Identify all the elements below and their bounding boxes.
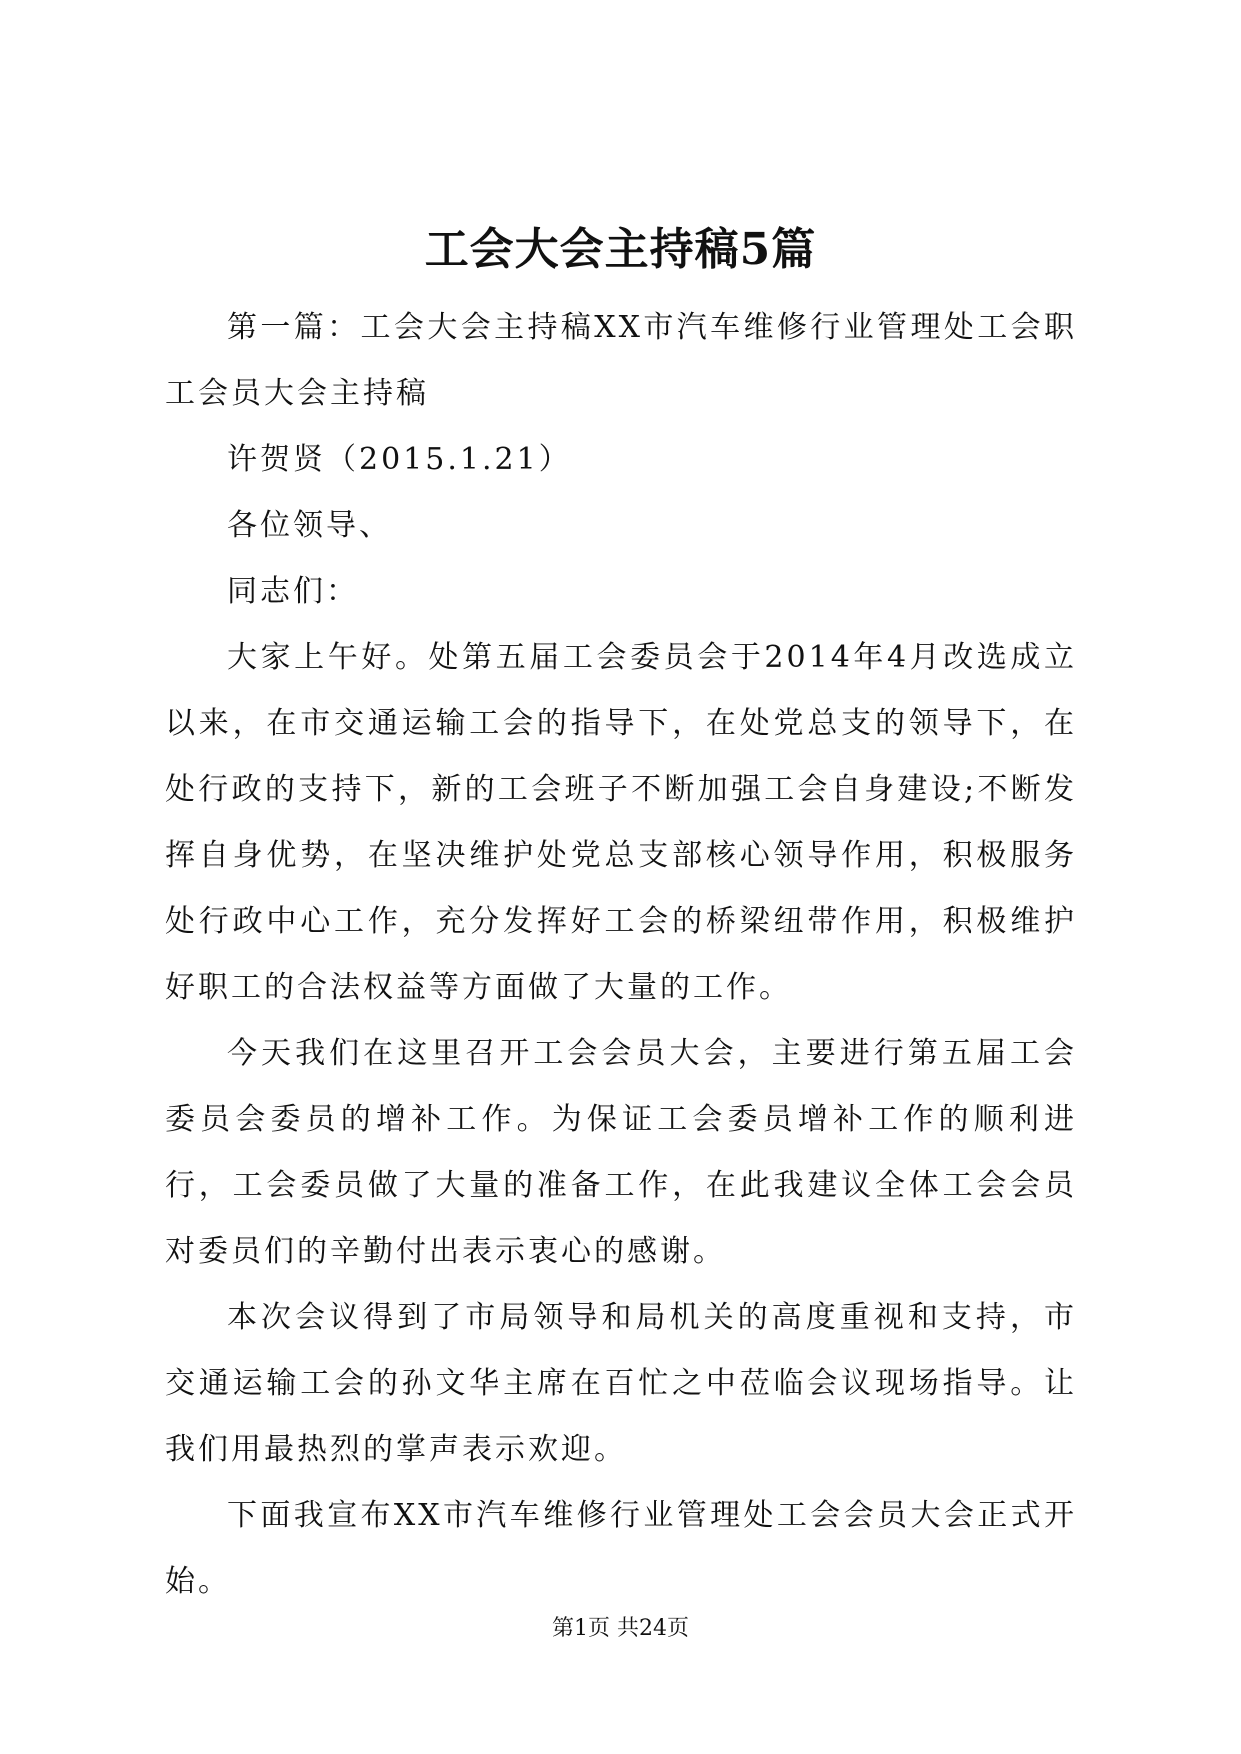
paragraph-body-1: 大家上午好。处第五届工会委员会于2014年4月改选成立以来，在市交通运输工会的指导下，在处党总支的领导下，在处行政的支持下，新的工会班子不断加强工会自身建设;不断发挥自身优势，在坚决维护处党总支部核心领导作用，积极服务处行政中心工作，充分发挥好工会的桥梁纽带作用，积极维护好职工的合法权益等方面做了大量的工作。 [165,640,1077,1005]
paragraph-body-2: 今天我们在这里召开工会会员大会，主要进行第五届工会委员会委员的增补工作。为保证工会委员增补工作的顺利进行，工会委员做了大量的准备工作，在此我建议全体工会会员对委员们的辛勤付出表示衷心的感谢。 [165,1036,1077,1269]
paragraph-body-4: 下面我宣布XX市汽车维修行业管理处工会会员大会正式开始。 [165,1498,1077,1599]
paragraph-heading: 第一篇：工会大会主持稿XX市汽车维修行业管理处工会职工会员大会主持稿 [165,310,1077,411]
document-body [165,295,1077,1615]
page-number-footer: 第1页 共24页 [552,1616,689,1641]
document-title: 工会大会主持稿5篇 [424,224,817,275]
paragraph-author-date: 许贺贤（2015.1.21） [227,442,572,477]
paragraph-salutation-comrades: 同志们： [227,574,359,609]
paragraph-body-3: 本次会议得到了市局领导和局机关的高度重视和支持，市交通运输工会的孙文华主席在百忙之中莅临会议现场指导。让我们用最热烈的掌声表示欢迎。 [165,1300,1077,1467]
paragraph-salutation-leaders: 各位领导、 [227,508,392,543]
